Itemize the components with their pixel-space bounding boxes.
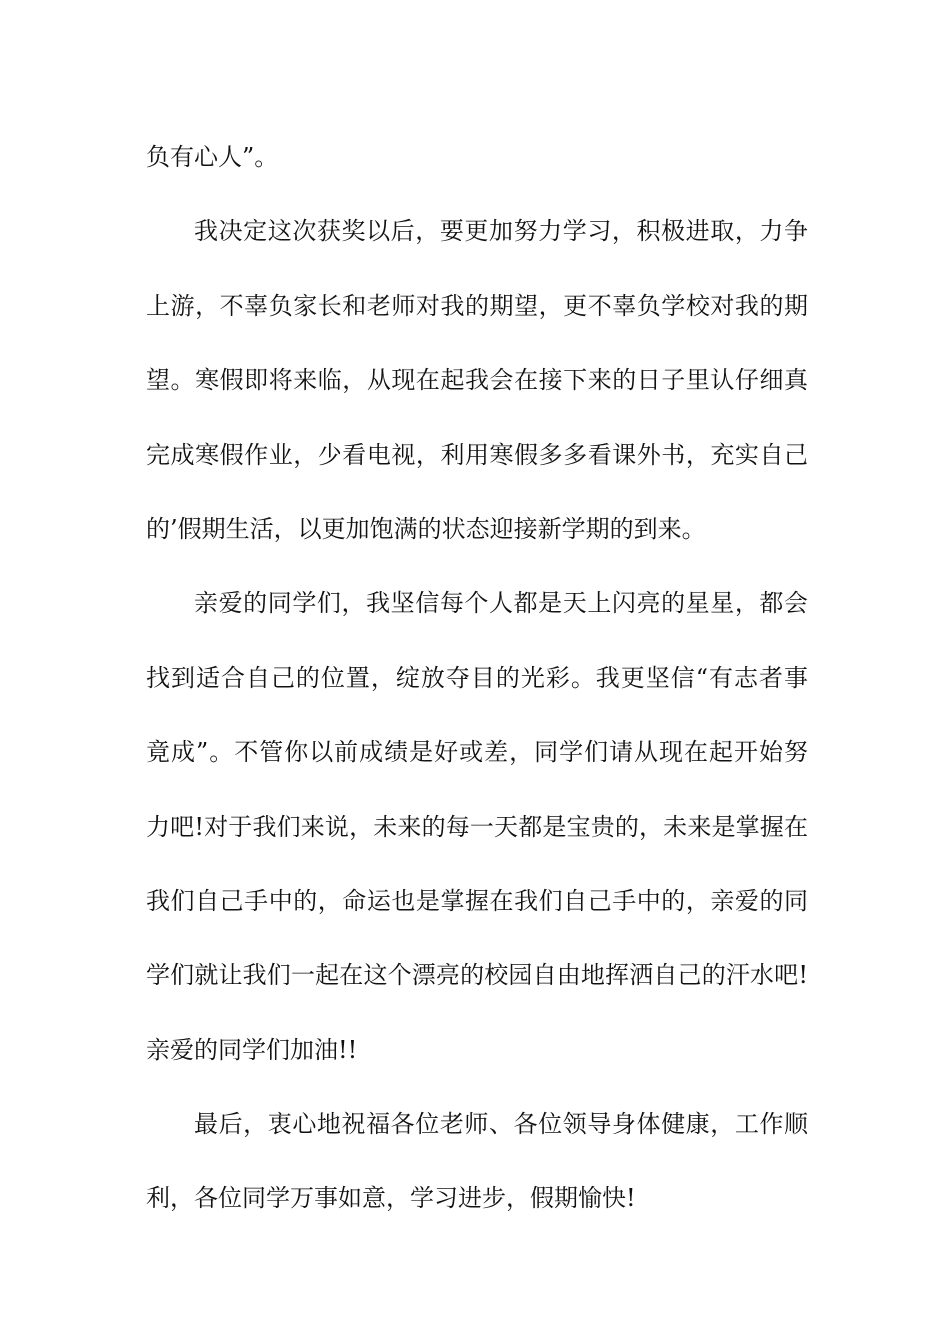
text-line: 我们自己手中的，命运也是掌握在我们自己手中的，亲爱的同 <box>146 886 808 915</box>
text-line: 学们就让我们一起在这个漂亮的校园自由地挥洒自己的汗水吧! <box>146 961 808 990</box>
text-line: 我决定这次获奖以后，要更加努力学习，积极进取，力争 <box>194 217 808 246</box>
text-line: 负有心人”。 <box>146 143 279 171</box>
text-line: 的’假期生活，以更加饱满的状态迎接新学期的到来。 <box>146 514 706 543</box>
text-line: 竟成”。不管你以前成绩是好或差，同学们请从现在起开始努 <box>146 738 808 767</box>
text-line: 望。寒假即将来临，从现在起我会在接下来的日子里认仔细真 <box>146 366 808 395</box>
text-line: 利，各位同学万事如意，学习进步，假期愉快! <box>146 1184 636 1213</box>
text-line: 最后，衷心地祝福各位老师、各位领导身体健康，工作顺 <box>194 1110 808 1139</box>
text-line: 亲爱的同学们加油!! <box>146 1035 358 1064</box>
text-line: 完成寒假作业，少看电视，利用寒假多多看课外书，充实自己 <box>146 440 808 469</box>
text-line: 找到适合自己的位置，绽放夺目的光彩。我更坚信“有志者事 <box>146 663 808 692</box>
text-line: 上游，不辜负家长和老师对我的期望，更不辜负学校对我的期 <box>146 291 808 320</box>
text-line: 力吧!对于我们来说，未来的每一天都是宝贵的，未来是掌握在 <box>146 812 808 841</box>
document-body <box>146 129 808 1245</box>
text-line: 亲爱的同学们，我坚信每个人都是天上闪亮的星星，都会 <box>194 589 808 618</box>
